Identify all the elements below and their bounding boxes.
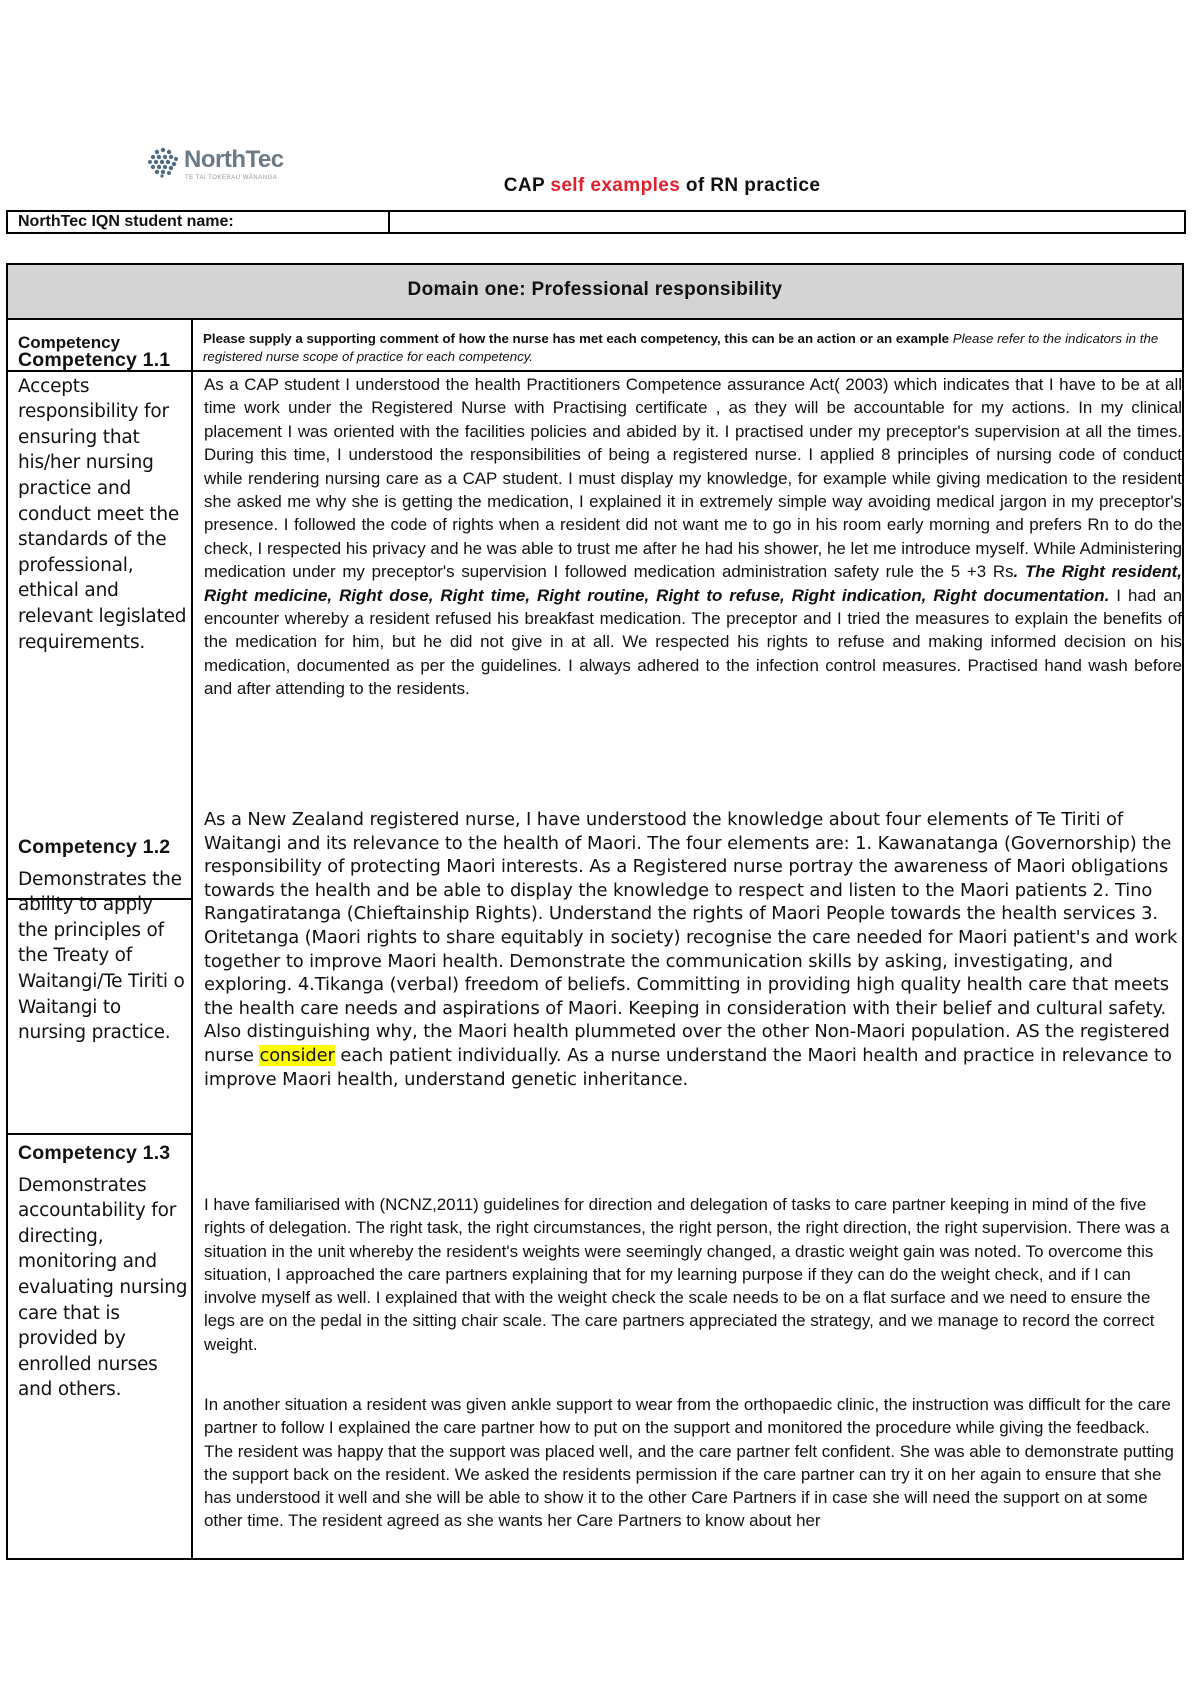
student-name-field[interactable] (390, 212, 1184, 232)
competency-number: Competency 1.1 (18, 349, 171, 371)
logo-text: NorthTec (184, 146, 284, 173)
competency-description: Demonstrates accountability for directing, monitoring and evaluating nursing care that is provided by enrolled nurses and others. (18, 1174, 188, 1401)
column-divider (191, 320, 193, 1558)
rights-emphasis: . The Right resident, Right medicine, Right dose, Right time, Right routine, Right to refuse, Right indication, Right documentation. (204, 562, 1182, 605)
comment-1-1: As a CAP student I understood the health Practitioners Competence assurance Act( 2003) which indicates that I have to be at all time work under the Registered Nurse with Practising certificate , as they will be accountable for my actions. In my clinical placement I was oriented with the facilities policies and abided by it. I practised under my preceptor's supervision at all the times. During this time, I understood the responsibilities of being a registered nurse. I applied 8 principles of nursing code of conduct while rendering nursing care as a CAP student. I must display my knowledge, for example while giving medication to the resident she asked me why she is getting the medication, I explained it in extremely simple way avoiding medical jargon in my preceptor's presence. I followed the code of rights when a resident did not want me to go in his room early morning and prefers Rn to do the check, I respected his privacy and he was able to trust me after he had his shower, he let me introduce myself. While Administering medication under my preceptor's supervision I followed medication administration safety rule the 5 +3 Rs. The Right resident, Right medicine, Right dose, Right time, Right routine, Right to refuse, Right indication, Right documentation. I had an encounter whereby a resident refused his breakfast medication. The preceptor and I tried the measures to explain the benefits of the medication for him, but he did not give in at all. We respected his rights to refuse and making informed decision on his medication, documented as per the guidelines. I always adhered to the infection control measures. Practised hand wash before and after attending to the residents. (204, 375, 1182, 699)
comment-1-2: As a New Zealand registered nurse, I have understood the knowledge about four elements of Te Tiriti of Waitangi and its relevance to the health of Maori. The four elements are: 1. Kawanatanga (Governorship) the responsibility of protecting Maori interests. As a Registered nurse portray the awareness of Maori obligations towards the health and be able to display the knowledge to respect and listen to the Maori patients 2. Tino Rangatiratanga (Chieftainship Rights). Understand the rights of Maori People towards the health services 3. Oritetanga (Maori rights to share equitably in society) recognise the care needed for Maori patient's and work together to improve Maori health. Demonstrate the communication skills by asking, investigating, and exploring. 4.Tikanga (verbal) freedom of beliefs. Committing in providing high quality health care that meets the health care needs and aspirations of Maori. Keeping in consideration with their belief and cultural safety. Also distinguishing why, the Maori health plummeted over the other Non-Maori population. AS the registered nurse consider each patient individually. As a nurse understand the Maori health and practice in relevance to improve Maori health, understand genetic inheritance. (204, 809, 1178, 1090)
comment-1-3-part-2: In another situation a resident was given ankle support to wear from the orthopaedic clinic, the instruction was difficult for the care partner to follow I explained the care partner how to put on the support and monitored the procedure while giving the feedback. The resident was happy that the support was placed well, and the care partner felt confident. She was able to demonstrate putting the support back on the resident. We asked the residents permission if the care partner can try it on her again to ensure that she has understood it well and she will be able to show it to the other Care Partners if in case she will need the support on at some other time. The resident agreed as she wants her Care Partners to know about her (204, 1395, 1174, 1531)
logo-tagline: TE TAI TOKERAU WĀNANGA (185, 175, 278, 181)
student-name-table (6, 210, 1186, 234)
competency-number: Competency 1.2 (18, 836, 171, 858)
student-name-label: NorthTec IQN student name: (8, 212, 390, 232)
domain-heading: Domain one: Professional responsibility (8, 265, 1182, 320)
comment-1-3-part-1: I have familiarised with (NCNZ,2011) guidelines for direction and delegation of tasks to care partner keeping in mind of the five rights of delegation. The right task, the right circumstances, the right person, the right direction, the right supervision. There was a situation in the unit whereby the resident's weights were seemingly changed, a drastic weight gain was noted. To overcome this situation, I approached the care partners explaining that for my learning purpose if they can do the weight check, and if I can involve myself as well. I explained that with the weight check the scale needs to be on a flat surface and we need to ensure the legs are on the pedal in the sitting chair scale. The care partners appreciated the strategy, and we manage to record the correct weight. (204, 1195, 1170, 1354)
row-divider-2-3 (8, 1133, 191, 1135)
highlighted-word: consider (259, 1044, 335, 1066)
competency-1-3 (18, 1141, 188, 1403)
comment-column-header: Please supply a supporting comment of how the nurse has met each competency, this can be an action or an example Please refer to the indicators in the registered nurse scope of practice for each competency. (203, 331, 1159, 364)
competency-1-1 (18, 348, 188, 655)
page-title: CAP self examples of RN practice (503, 175, 821, 196)
competency-description: Accepts responsibility for ensuring that his/her nursing practice and conduct meet the standards of the professional, ethical and relevant legislated requirements. (18, 375, 187, 653)
northtec-logo-mark-icon (146, 146, 180, 178)
competency-number: Competency 1.3 (18, 1142, 171, 1164)
competency-table (6, 263, 1184, 1560)
competency-1-2 (18, 835, 188, 1046)
competency-column-header: Competency (18, 333, 121, 352)
competency-description: Demonstrates the ability to apply the principles of the Treaty of Waitangi/Te Tiriti o Waitangi to nursing practice. (18, 868, 185, 1044)
title-highlight: self examples (550, 175, 681, 196)
